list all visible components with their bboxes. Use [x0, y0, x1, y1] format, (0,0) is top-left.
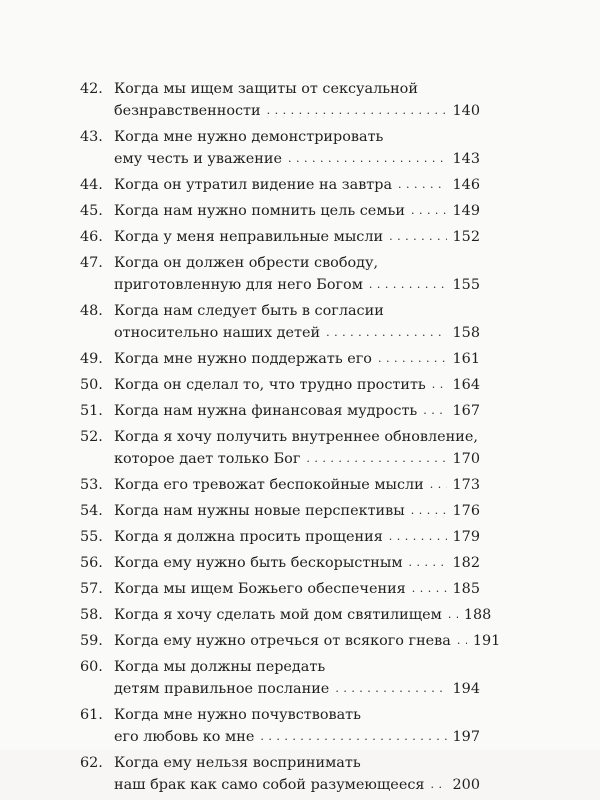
toc-entry [80, 226, 480, 249]
toc-entry [80, 374, 480, 397]
entry-title [114, 526, 480, 549]
entry-title [114, 500, 480, 523]
dot-leader [448, 603, 458, 626]
entry-page-number: 182 [452, 555, 480, 571]
entry-number: 59. [80, 633, 103, 649]
dot-leader [412, 577, 447, 600]
entry-title [114, 426, 480, 471]
dot-leader [430, 473, 447, 496]
entry-last-line [114, 774, 480, 797]
entry-page-number: 176 [452, 503, 480, 519]
entry-title-line: Когда его тревожат беспокойные мысли [114, 477, 424, 493]
entry-page-number: 140 [452, 103, 480, 119]
entry-page-number: 152 [452, 229, 480, 245]
entry-page-number: 167 [452, 403, 480, 419]
entry-title [114, 474, 480, 497]
toc-entry [80, 500, 480, 523]
entry-last-line [114, 322, 480, 345]
entry-number: 61. [80, 707, 103, 723]
entry-last-line [114, 474, 480, 497]
entry-title-line: ему честь и уважение [114, 151, 282, 167]
entry-title-line: наш брак как само собой разумеющееся [114, 777, 425, 793]
entry-title [114, 226, 480, 249]
entry-last-line [114, 578, 480, 601]
entry-title [114, 656, 480, 701]
entry-title-line: приготовленную для него Богом [114, 277, 363, 293]
dot-leader [306, 447, 446, 470]
entry-number: 43. [80, 129, 103, 145]
toc-entry [80, 752, 480, 797]
entry-title-line: Когда нам следует быть в согласии [114, 303, 384, 319]
entry-title [114, 552, 480, 575]
entry-number: 48. [80, 303, 103, 319]
toc-entry [80, 252, 480, 297]
entry-title-line: Когда нам нужна финансовая мудрость [114, 403, 418, 419]
entry-title-line: его любовь ко мне [114, 729, 255, 745]
entry-last-line [114, 630, 501, 653]
entry-title [114, 752, 480, 797]
entry-page-number: 143 [452, 151, 480, 167]
entry-last-line [114, 348, 480, 371]
entry-last-line [114, 148, 480, 171]
entry-title [114, 630, 501, 653]
entry-title [114, 78, 480, 123]
entry-number: 56. [80, 555, 103, 571]
entry-title [114, 374, 480, 397]
entry-title-line: Когда мы должны передать [114, 659, 326, 675]
entry-page-number: 191 [472, 633, 501, 649]
entry-title [114, 578, 480, 601]
entry-title-line: Когда я хочу сделать мой дом святилищем [114, 607, 442, 623]
entry-number: 50. [80, 377, 103, 393]
dot-leader [389, 225, 446, 248]
entry-page-number: 188 [463, 607, 492, 623]
entry-last-line [114, 526, 480, 549]
entry-page-number: 197 [452, 729, 480, 745]
entry-title-line: Когда он утратил видение на завтра [114, 177, 393, 193]
entry-last-line [114, 448, 480, 471]
toc-entry [80, 526, 480, 549]
entry-title-line: Когда мы ищем Божьего обеспечения [114, 581, 406, 597]
dot-leader [430, 773, 446, 796]
entry-number: 44. [80, 177, 103, 193]
toc-entry [80, 300, 480, 345]
dot-leader [457, 629, 467, 652]
dot-leader [260, 725, 446, 748]
entry-title-line: Когда мне нужно поддержать его [114, 351, 372, 367]
toc-entry [80, 604, 492, 627]
toc-entry [80, 656, 480, 701]
entry-title-line: Когда ему нужно отречься от всякого гнева [114, 633, 451, 649]
entry-title [114, 400, 480, 423]
dot-leader [409, 551, 447, 574]
dot-leader [369, 273, 447, 296]
entry-last-line [114, 678, 480, 701]
entry-title [114, 704, 480, 749]
entry-title-line: Когда ему нужно быть бескорыстным [114, 555, 403, 571]
entry-title-line: Когда я хочу получить внутреннее обновление, [114, 429, 478, 445]
entry-last-line [114, 374, 480, 397]
entry-number: 57. [80, 581, 103, 597]
toc-entry [80, 704, 480, 749]
dot-leader [288, 147, 447, 170]
entry-number: 45. [80, 203, 103, 219]
entry-page-number: 155 [452, 277, 480, 293]
toc-entry [80, 78, 480, 123]
entry-title-line: Когда у меня неправильные мысли [114, 229, 384, 245]
entry-number: 58. [80, 607, 103, 623]
entry-title-line: Когда он сделал то, что трудно простить [114, 377, 426, 393]
toc-entry [80, 578, 480, 601]
entry-number: 54. [80, 503, 103, 519]
entry-title-line: относительно наших детей [114, 325, 321, 341]
entry-title-line: Когда мне нужно демонстрировать [114, 129, 384, 145]
toc-entry [80, 630, 501, 653]
toc-entry [80, 174, 480, 197]
entry-title [114, 300, 480, 345]
dot-leader [423, 399, 446, 422]
entry-last-line [114, 174, 480, 197]
dot-leader [326, 321, 446, 344]
dot-leader [432, 373, 447, 396]
entry-page-number: 158 [452, 325, 480, 341]
entry-number: 60. [80, 659, 103, 675]
dot-leader [398, 173, 446, 196]
entry-page-number: 164 [452, 377, 480, 393]
entry-title-line: Когда он должен обрести свободу, [114, 255, 379, 271]
toc-entry [80, 552, 480, 575]
entry-number: 49. [80, 351, 103, 367]
entry-page-number: 161 [452, 351, 480, 367]
dot-leader [335, 677, 446, 700]
dot-leader [389, 525, 447, 548]
entry-page-number: 173 [452, 477, 480, 493]
entry-page-number: 194 [452, 681, 480, 697]
entry-page-number: 200 [452, 777, 480, 793]
entry-last-line [114, 226, 480, 249]
entry-title [114, 200, 480, 223]
entry-page-number: 185 [452, 581, 480, 597]
entry-last-line [114, 100, 480, 123]
entry-title [114, 604, 492, 627]
entry-page-number: 146 [452, 177, 480, 193]
entry-title-line: которое дает только Бог [114, 451, 301, 467]
entry-number: 52. [80, 429, 103, 445]
entry-page-number: 170 [452, 451, 480, 467]
entry-last-line [114, 604, 492, 627]
dot-leader [267, 99, 447, 122]
entry-title-line: Когда ему нельзя воспринимать [114, 755, 361, 771]
entry-last-line [114, 500, 480, 523]
table-of-contents [80, 78, 501, 800]
entry-last-line [114, 552, 480, 575]
entry-number: 51. [80, 403, 103, 419]
toc-entry [80, 348, 480, 371]
entry-number: 47. [80, 255, 103, 271]
entry-title-line: Когда мы ищем защиты от сексуальной [114, 81, 418, 97]
dot-leader [411, 199, 447, 222]
entry-title [114, 126, 480, 171]
toc-entry [80, 126, 480, 171]
entry-title [114, 174, 480, 197]
toc-entry [80, 426, 480, 471]
entry-last-line [114, 400, 480, 423]
entry-title-line: безнравственности [114, 103, 261, 119]
entry-title-line: Когда мне нужно почувствовать [114, 707, 361, 723]
entry-last-line [114, 200, 480, 223]
dot-leader [378, 347, 447, 370]
entry-last-line [114, 274, 480, 297]
entry-title [114, 348, 480, 371]
entry-page-number: 149 [452, 203, 480, 219]
entry-title-line: Когда нам нужны новые перспективы [114, 503, 405, 519]
entry-number: 53. [80, 477, 103, 493]
entry-title [114, 252, 480, 297]
entry-number: 62. [80, 755, 103, 771]
entry-number: 55. [80, 529, 103, 545]
entry-last-line [114, 726, 480, 749]
toc-entry [80, 400, 480, 423]
entry-title-line: Когда нам нужно помнить цель семьи [114, 203, 405, 219]
entry-number: 42. [80, 81, 103, 97]
toc-entry [80, 474, 480, 497]
entry-title-line: детям правильное послание [114, 681, 330, 697]
toc-entry [80, 200, 480, 223]
entry-page-number: 179 [452, 529, 480, 545]
entry-title-line: Когда я должна просить прощения [114, 529, 383, 545]
dot-leader [411, 499, 447, 522]
entry-number: 46. [80, 229, 103, 245]
